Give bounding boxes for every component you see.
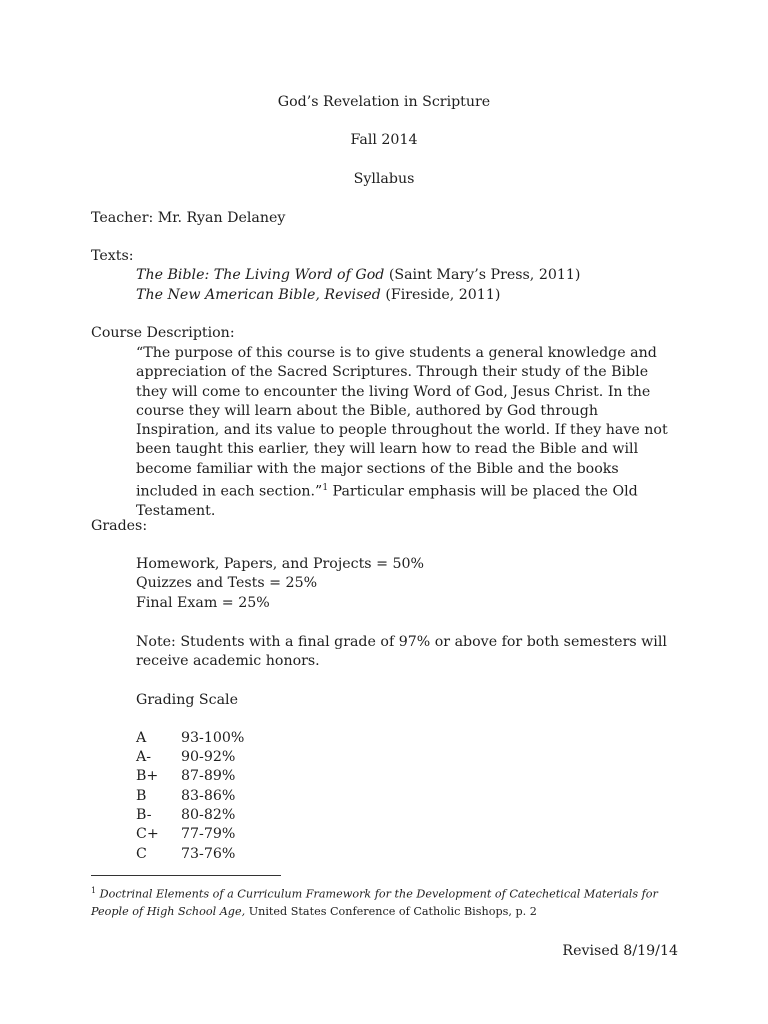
grade-letter: B [136, 788, 147, 804]
footnote [91, 882, 681, 921]
footnote-source: United States Conference of Catholic Bishops, p. 2 [245, 905, 537, 919]
grade-range: 93-100% [181, 730, 245, 746]
text-detail: (Fireside, 2011) [380, 287, 501, 303]
grade-weight: Homework, Papers, and Projects = 50% [136, 556, 424, 572]
teacher-line: Teacher: Mr. Ryan Delaney [91, 210, 286, 226]
course-description-quote: “The purpose of this course is to give students a general knowledge and appreciation of the Sacred Scriptures. Through their study of the Bible they will come to encounter the living Word of God, Jesus Christ. In the course they will learn about the Bible, authored by God through Inspiration, and its value to people throughout the world. If they have not been taught this earlier, they will learn how to read the Bible and will become familiar with the major sections of the Bible and the books included in each section.” [136, 345, 668, 500]
text-item [136, 287, 500, 303]
grade-letter: B+ [136, 768, 159, 784]
footnote-number: 1 [91, 886, 97, 895]
grade-range: 73-76% [181, 846, 236, 862]
grade-letter: A- [136, 749, 152, 765]
grade-range: 87-89% [181, 768, 236, 784]
text-item [136, 267, 580, 283]
text-detail: (Saint Mary’s Press, 2011) [384, 267, 581, 283]
text-title: The Bible: The Living Word of God [136, 267, 385, 283]
grade-range: 80-82% [181, 807, 236, 823]
revised-date: Revised 8/19/14 [562, 943, 678, 959]
footnote-ref: 1 [322, 483, 329, 494]
grade-weight: Quizzes and Tests = 25% [136, 575, 318, 591]
document-type: Syllabus [353, 171, 415, 187]
grade-letter: C [136, 846, 147, 862]
footnote-divider [91, 875, 281, 876]
honors-note: Note: Students with a final grade of 97% or above for both semesters will receive academic honors. [136, 634, 667, 670]
course-description-body [136, 344, 681, 521]
document-title: God’s Revelation in Scripture [277, 94, 491, 110]
texts-heading: Texts: [91, 248, 134, 264]
grade-letter: C+ [136, 826, 159, 842]
course-description-emphasis: Particular emphasis will be placed the Old Testament. [136, 483, 638, 520]
grading-scale-heading: Grading Scale [136, 692, 238, 708]
term-label: Fall 2014 [350, 132, 418, 148]
grade-weight: Final Exam = 25% [136, 595, 270, 611]
grade-range: 90-92% [181, 749, 236, 765]
grade-range: 83-86% [181, 788, 236, 804]
footnote-title: Doctrinal Elements of a Curriculum Framework for the Development of Catechetical Materials for People of High School Age, [91, 887, 658, 919]
grades-heading: Grades: [91, 518, 148, 534]
text-title: The New American Bible, Revised [136, 287, 381, 303]
grade-range: 77-79% [181, 826, 236, 842]
grade-letter: B- [136, 807, 152, 823]
grade-letter: A [136, 730, 147, 746]
course-description-heading: Course Description: [91, 325, 235, 341]
